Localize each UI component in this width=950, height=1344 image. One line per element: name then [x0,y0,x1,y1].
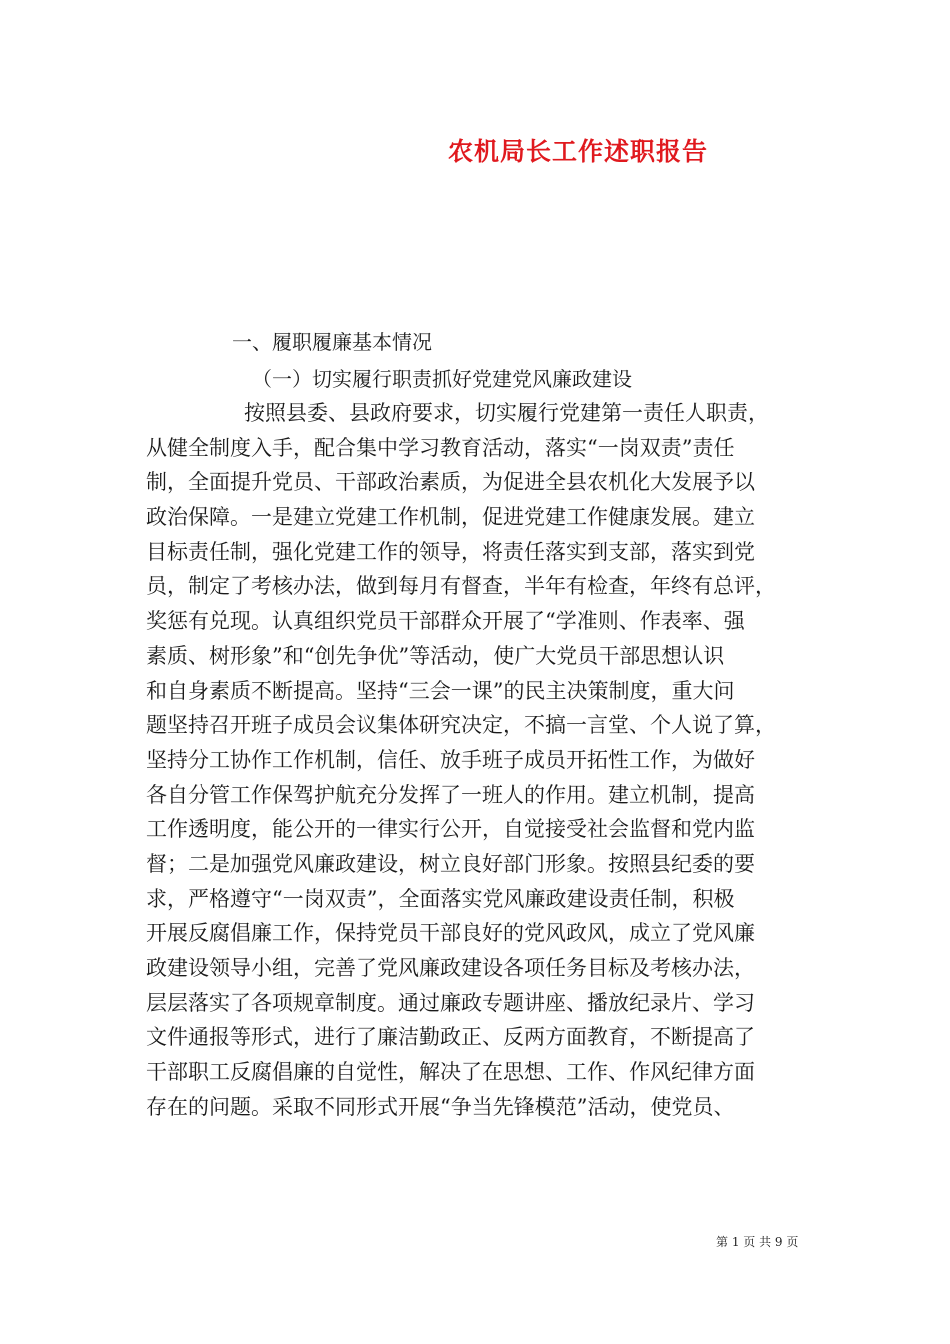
body-line: 员，制定了考核办法，做到每月有督查，半年有检查，年终有总评， [146,574,776,599]
body-line: 存在的问题。采取不同形式开展“争当先锋模范”活动，使党员、 [146,1094,735,1119]
body-line: 工作透明度，能公开的一律实行公开，自觉接受社会监督和党内监 [146,817,755,842]
body-line: 目标责任制，强化党建工作的领导，将责任落实到支部，落实到党 [146,539,755,564]
body-paragraph [146,396,816,1124]
body-line: 从健全制度入手，配合集中学习教育活动，落实“一岗双责”责任 [146,435,735,460]
body-line: 政建设领导小组，完善了党风廉政建设各项任务目标及考核办法， [146,956,755,980]
page-number: 第 1 页 共 9 页 [716,1235,799,1249]
body-line: 层层落实了各项规章制度。通过廉政专题讲座、播放纪录片、学习 [146,990,755,1015]
document-title: 农机局长工作述职报告 [448,137,709,166]
body-line: 政治保障。一是建立党建工作机制，促进党建工作健康发展。建立 [146,505,755,530]
body-line: 奖惩有兑现。认真组织党员干部群众开展了“学准则、作表率、强 [146,609,745,634]
body-line: 坚持分工协作工作机制，信任、放手班子成员开拓性工作，为做好 [146,747,755,772]
body-line: 干部职工反腐倡廉的自觉性，解决了在思想、工作、作风纪律方面 [146,1060,755,1085]
body-line: 求，严格遵守“一岗双责”，全面落实党风廉政建设责任制，积极 [146,886,735,911]
body-line: 素质、树形象”和“创先争优”等活动，使广大党员干部思想认识 [146,643,725,668]
body-line: 题坚持召开班子成员会议集体研究决定，不搞一言堂、个人说了算， [146,713,776,738]
body-line: 各自分管工作保驾护航充分发挥了一班人的作用。建立机制，提高 [146,782,755,807]
body-line: 按照县委、县政府要求，切实履行党建第一责任人职责， [244,401,769,425]
section-heading: 一、履职履廉基本情况 [232,330,432,354]
subsection-heading: （一）切实履行职责抓好党建党风廉政建设 [252,367,632,391]
body-line: 督；二是加强党风廉政建设，树立良好部门形象。按照县纪委的要 [146,851,755,876]
body-line: 文件通报等形式，进行了廉洁勤政正、反两方面教育，不断提高了 [146,1025,755,1050]
body-line: 制，全面提升党员、干部政治素质，为促进全县农机化大发展予以 [146,470,755,495]
body-line: 和自身素质不断提高。坚持“三会一课”的民主决策制度，重大问 [146,678,735,703]
body-line: 开展反腐倡廉工作，保持党员干部良好的党风政风，成立了党风廉 [146,921,755,946]
